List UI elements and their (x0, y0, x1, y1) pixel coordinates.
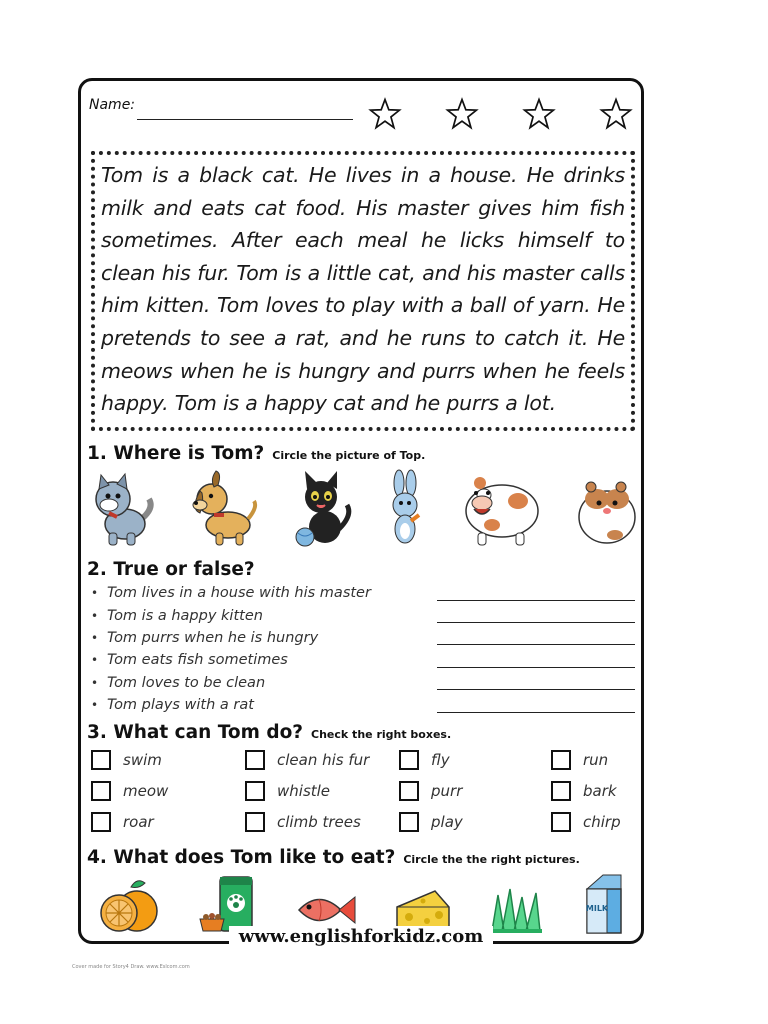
option-label: climb trees (277, 813, 361, 831)
list-item: • Tom eats fish sometimes (91, 649, 639, 671)
option-label: bark (583, 782, 617, 800)
checkbox-grid (91, 749, 639, 833)
milk-label: MILK (585, 904, 609, 913)
option-label: fly (431, 751, 450, 769)
answer-line[interactable] (437, 698, 635, 713)
checkbox[interactable] (245, 750, 265, 770)
option-label: meow (123, 782, 169, 800)
checkbox[interactable] (551, 812, 571, 832)
star-icon[interactable] (445, 97, 479, 131)
statement-text: Tom eats fish sometimes (107, 652, 288, 669)
checkbox[interactable] (399, 812, 419, 832)
question-4-heading (87, 847, 580, 868)
checkbox-option[interactable] (551, 780, 639, 802)
answer-line[interactable] (437, 630, 635, 645)
list-item: • Tom is a happy kitten (91, 604, 639, 626)
credit-text: Cover made for Story4 Draw. www.Eslcom.com (72, 964, 190, 970)
answer-line[interactable] (437, 675, 635, 690)
milk-carton-icon[interactable] (579, 873, 629, 935)
checkbox-option[interactable] (399, 811, 551, 833)
star-icon[interactable] (522, 97, 556, 131)
star-icon[interactable] (368, 97, 402, 131)
question-2-title: 2. True or false? (87, 559, 255, 580)
question-3-title: 3. What can Tom do? (87, 722, 304, 743)
checkbox-option[interactable] (399, 780, 551, 802)
puppy-icon[interactable] (188, 469, 260, 549)
question-2-heading (87, 559, 255, 580)
story-text: Tom is a black cat. He lives in a house. He drinks milk and eats cat food. His master gives him fish sometimes. After each meal he licks himself to clean his fur. Tom is a little cat, and his master calls him kitten. Tom loves to play with a ball of yarn. He pretends to see a rat, and he runs to catch it. He meows when he is hungry and purrs when he feels happy. Tom is a happy cat and he purrs a lot. (101, 163, 625, 416)
statement-text: Tom plays with a rat (107, 697, 254, 714)
question-1-pictures (87, 467, 639, 549)
hamster-icon[interactable] (575, 469, 639, 549)
checkbox[interactable] (245, 812, 265, 832)
footer-website[interactable]: www.englishforkidz.com (229, 926, 494, 947)
checkbox-option[interactable] (91, 780, 245, 802)
checkbox-option[interactable] (551, 749, 639, 771)
dog-icon[interactable] (87, 469, 157, 549)
checkbox-option[interactable] (245, 780, 399, 802)
checkbox[interactable] (399, 750, 419, 770)
name-line[interactable] (137, 119, 353, 120)
rating-stars (368, 97, 633, 131)
statement-text: Tom loves to be clean (107, 674, 266, 691)
checkbox-option[interactable] (551, 811, 639, 833)
option-label: whistle (277, 782, 331, 800)
statement-text: Tom purrs when he is hungry (107, 629, 319, 646)
statement-text: Tom lives in a house with his master (107, 585, 371, 602)
checkbox-option[interactable] (91, 811, 245, 833)
worksheet (78, 78, 644, 947)
checkbox-option[interactable] (399, 749, 551, 771)
list-item: • Tom purrs when he is hungry (91, 627, 639, 649)
question-1-heading (87, 443, 425, 464)
question-1-instruction: Circle the picture of Top. (272, 449, 426, 462)
question-4-instruction: Circle the the right pictures. (403, 853, 580, 866)
checkbox[interactable] (245, 781, 265, 801)
option-label: run (583, 751, 609, 769)
star-icon[interactable] (599, 97, 633, 131)
option-label: purr (431, 782, 463, 800)
checkbox[interactable] (91, 750, 111, 770)
story-box (91, 151, 635, 431)
answer-line[interactable] (437, 608, 635, 623)
option-label: roar (123, 813, 154, 831)
checkbox[interactable] (91, 812, 111, 832)
list-item: • Tom plays with a rat (91, 694, 639, 716)
checkbox[interactable] (91, 781, 111, 801)
rabbit-icon[interactable] (385, 469, 425, 549)
option-label: swim (123, 751, 162, 769)
checkbox[interactable] (551, 750, 571, 770)
checkbox-option[interactable] (245, 811, 399, 833)
footer (81, 927, 641, 948)
checkbox[interactable] (551, 781, 571, 801)
option-label: chirp (583, 813, 621, 831)
answer-line[interactable] (437, 653, 635, 668)
option-label: play (431, 813, 463, 831)
list-item: • Tom lives in a house with his master (91, 582, 639, 604)
true-false-list (91, 582, 639, 716)
question-4-title: 4. What does Tom like to eat? (87, 847, 396, 868)
name-label: Name: (89, 97, 136, 113)
answer-line[interactable] (437, 586, 635, 601)
question-1-title: 1. Where is Tom? (87, 443, 265, 464)
checkbox-option[interactable] (91, 749, 245, 771)
checkbox-option[interactable] (245, 749, 399, 771)
statement-text: Tom is a happy kitten (107, 607, 263, 624)
checkbox[interactable] (399, 781, 419, 801)
oranges-icon[interactable] (97, 873, 161, 935)
question-3-instruction: Check the right boxes. (311, 728, 452, 741)
list-item: • Tom loves to be clean (91, 672, 639, 694)
option-label: clean his fur (277, 751, 370, 769)
cow-icon[interactable] (456, 469, 544, 549)
question-3-heading (87, 722, 451, 743)
black-cat-icon[interactable] (291, 469, 355, 549)
